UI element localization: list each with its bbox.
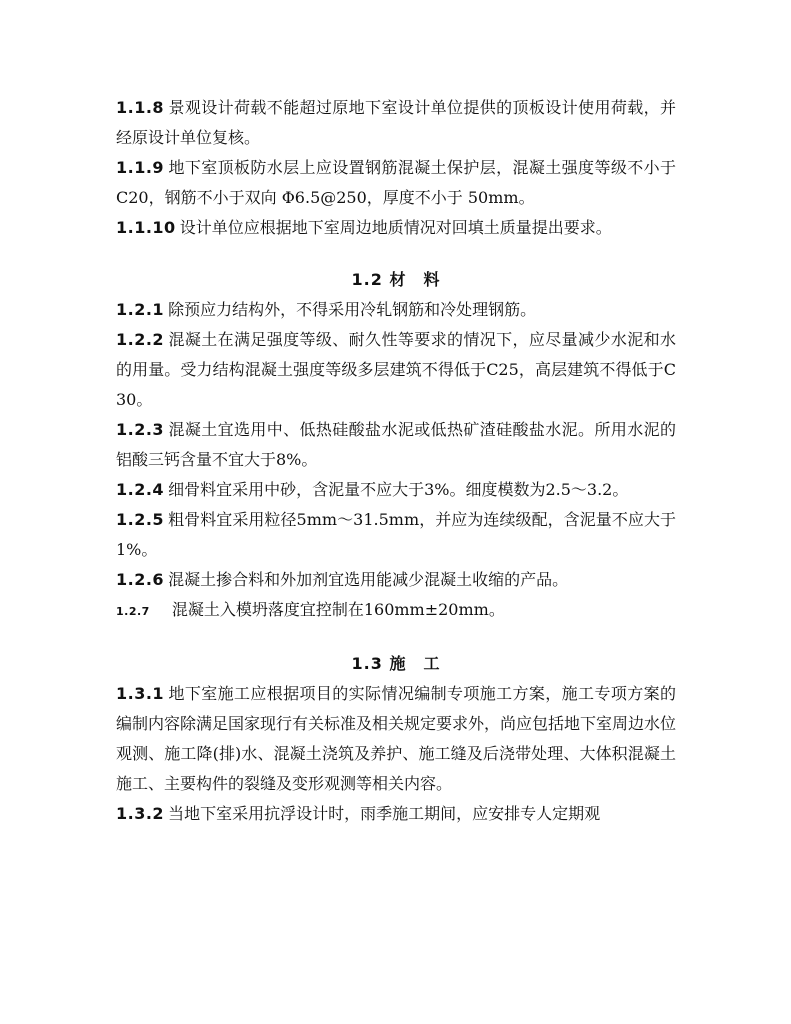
clause-1-2-6 [116,565,676,595]
clause-number: 1.2.7 [116,605,150,618]
clause-text: 混凝土掺合料和外加剂宜选用能减少混凝土收缩的产品。 [168,570,569,589]
clause-number: 1.1.8 [116,98,165,117]
section-heading-1-3 [116,649,676,679]
clause-number: 1.3.2 [116,804,165,823]
clause-text: 地下室施工应根据项目的实际情况编制专项施工方案，施工专项方案的编制内容除满足国家现行有关标准及相关规定要求外，尚应包括地下室周边水位观测、施工降(排)水、混凝土浇筑及养护、施工缝及后浇带处理、大体积混凝土施工、主要构件的裂缝及变形观测等相关内容。 [116,684,677,793]
clause-1-1-10 [116,213,676,243]
clause-number: 1.2.4 [116,480,165,499]
clause-text: 设计单位应根据地下室周边地质情况对回填土质量提出要求。 [179,218,612,237]
clause-text: 粗骨料宜采用粒径5mm～31.5mm，并应为连续级配，含泥量不应大于1%。 [116,510,676,559]
section-heading-1-2 [116,265,676,295]
clause-text: 混凝土入模坍落度宜控制在160mm±20mm。 [171,600,505,619]
section-title: 施 工 [389,654,441,673]
clause-number: 1.2.3 [116,420,165,439]
clause-1-1-9 [116,153,676,213]
clause-1-2-3 [116,415,676,475]
document-page [116,93,676,829]
section-title: 材 料 [389,270,441,289]
section-number: 1.3 [351,654,383,673]
clause-number: 1.3.1 [116,684,165,703]
section-number: 1.2 [351,270,383,289]
clause-1-3-1 [116,679,676,799]
clause-text: 混凝土在满足强度等级、耐久性等要求的情况下，应尽量减少水泥和水的用量。受力结构混凝土强度等级多层建筑不得低于C25，高层建筑不得低于C30。 [116,330,676,409]
clause-text: 细骨料宜采用中砂，含泥量不应大于3%。细度模数为2.5～3.2。 [168,480,629,499]
clause-1-1-8 [116,93,676,153]
clause-number: 1.1.9 [116,158,165,177]
clause-text: 地下室顶板防水层上应设置钢筋混凝土保护层，混凝土强度等级不小于C20，钢筋不小于双向 Φ6.5@250，厚度不小于 50mm。 [116,158,676,207]
clause-1-2-1 [116,295,676,325]
clause-number: 1.2.5 [116,510,165,529]
clause-text: 除预应力结构外，不得采用冷轧钢筋和冷处理钢筋。 [168,300,537,319]
clause-1-2-5 [116,505,676,565]
clause-1-2-7 [116,595,676,627]
clause-text: 混凝土宜选用中、低热硅酸盐水泥或低热矿渣硅酸盐水泥。所用水泥的铝酸三钙含量不宜大于8%。 [116,420,676,469]
clause-text: 当地下室采用抗浮设计时，雨季施工期间，应安排专人定期观 [168,804,601,823]
clause-number: 1.2.2 [116,330,165,349]
clause-text: 景观设计荷载不能超过原地下室设计单位提供的顶板设计使用荷载，并经原设计单位复核。 [116,98,676,147]
clause-number: 1.2.1 [116,300,165,319]
clause-number: 1.2.6 [116,570,165,589]
clause-1-2-2 [116,325,676,415]
clause-1-2-4 [116,475,676,505]
clause-1-3-2 [116,799,676,829]
clause-number: 1.1.10 [116,218,176,237]
